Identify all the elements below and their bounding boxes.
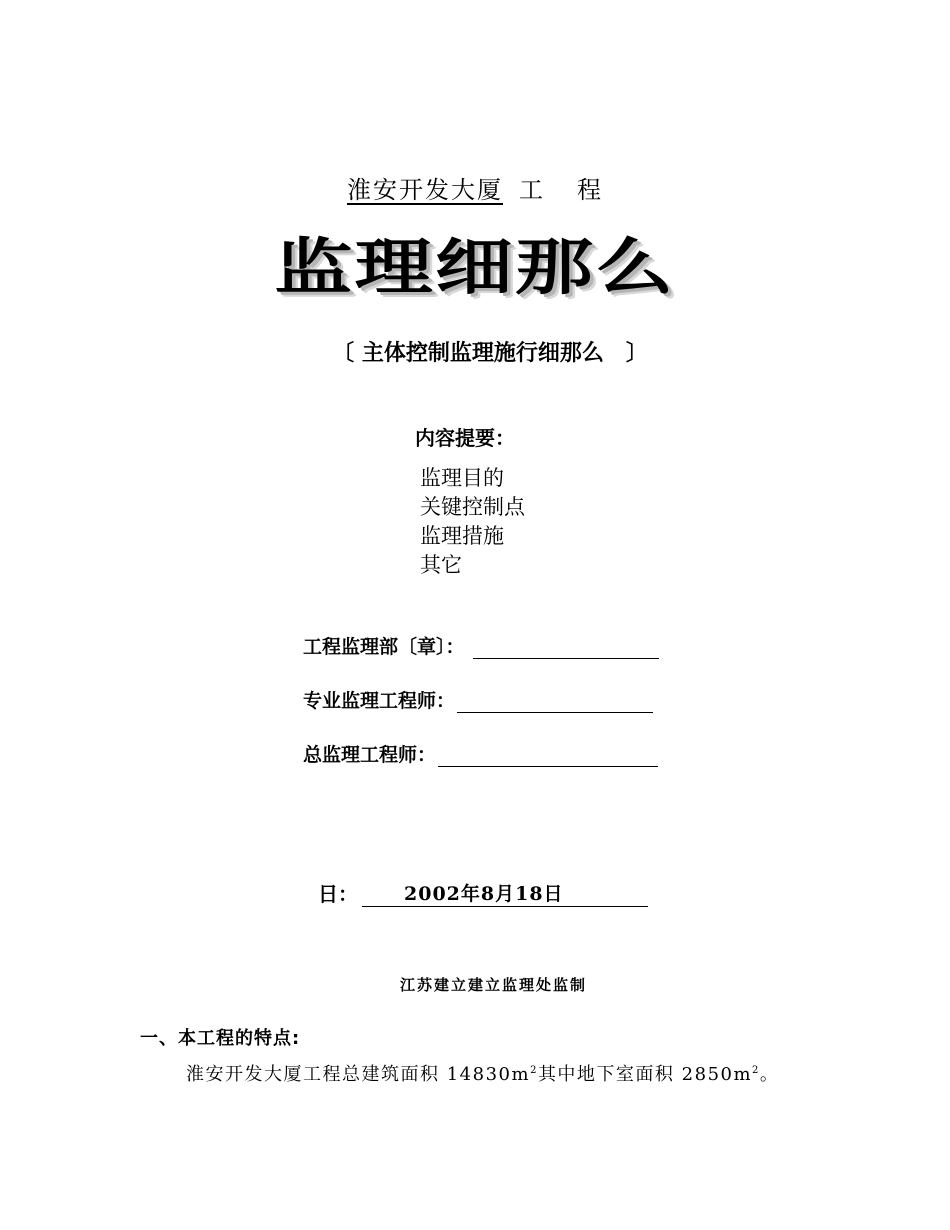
date-value: 2002年8月18日 <box>362 879 648 907</box>
signature-label-dept: 工程监理部〔章〕： <box>303 636 465 658</box>
superscript-2: 2 <box>530 1065 538 1076</box>
date-label: 日： <box>318 882 358 906</box>
section-body-text: 。 <box>759 1064 780 1085</box>
section-body <box>186 1060 779 1086</box>
section-body-text: 淮安开发大厦工程总建筑面积 14830m <box>186 1064 531 1085</box>
project-name-char-cheng: 程 <box>577 176 603 204</box>
contents-item: 其它 <box>420 553 462 577</box>
project-name-char-gong: 工 <box>519 176 545 204</box>
date-row <box>318 878 648 907</box>
contents-item: 监理目的 <box>420 466 504 490</box>
contents-list <box>420 464 525 580</box>
document-title: 监理细那么 <box>274 232 676 303</box>
signature-line-dept <box>473 638 659 659</box>
signature-row-engineer <box>303 686 653 713</box>
project-name-underlined: 淮安开发大厦 <box>347 176 503 204</box>
contents-heading: 内容提要： <box>415 426 515 450</box>
signature-label-chief: 总监理工程师： <box>303 744 437 766</box>
issuer-line: 江苏建立建立监理处监制 <box>400 976 588 994</box>
project-name <box>0 170 950 205</box>
superscript-2: 2 <box>752 1065 760 1076</box>
signature-row-dept <box>303 632 659 659</box>
signature-line-chief <box>438 746 658 767</box>
section-body-text: 其中地下室面积 2850m <box>537 1064 753 1085</box>
document-subtitle: 〔 主体控制监理施行细那么 〕 <box>332 341 648 366</box>
contents-item: 关键控制点 <box>420 495 525 519</box>
signature-label-engineer: 专业监理工程师： <box>303 690 456 712</box>
signature-row-chief <box>303 740 658 767</box>
section-heading: 一、本工程的特点: <box>140 1028 301 1049</box>
contents-item: 监理措施 <box>420 524 504 548</box>
signature-line-engineer <box>457 692 653 713</box>
